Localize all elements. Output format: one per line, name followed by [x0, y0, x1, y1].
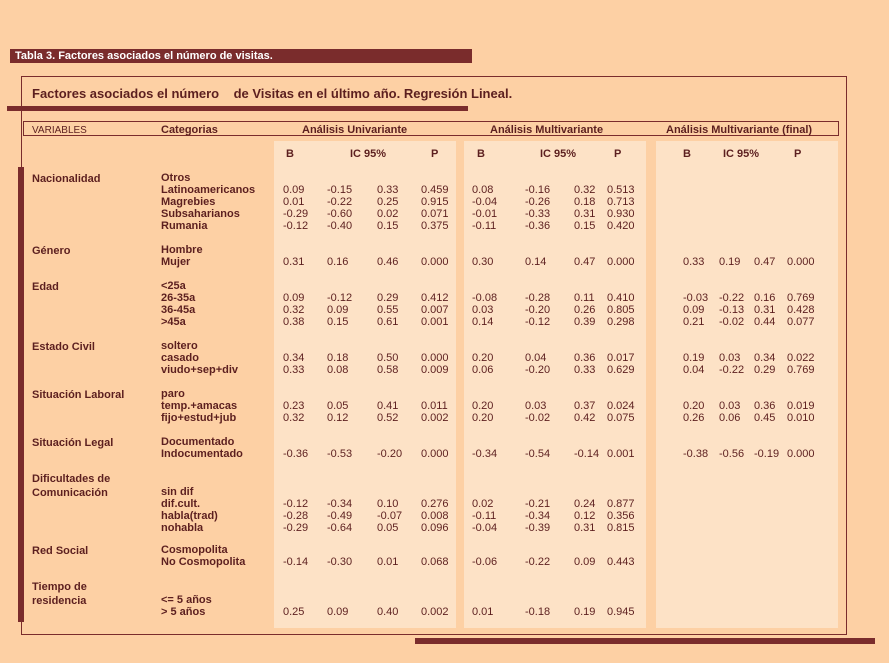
table-cell: 0.08	[472, 184, 494, 196]
table-cell: -0.29	[283, 208, 309, 220]
table-cell: -0.64	[327, 522, 353, 534]
category-label: viudo+sep+div	[161, 364, 239, 376]
table-cell: 0.629	[607, 364, 635, 376]
table-cell: 0.25	[283, 606, 305, 618]
table-cell: 0.10	[377, 498, 399, 510]
table-cell: 0.412	[421, 292, 449, 304]
table-cell: 0.09	[683, 304, 705, 316]
table-cell: -0.28	[525, 292, 551, 304]
table-cell: -0.11	[472, 510, 497, 522]
bottom-rule	[415, 638, 875, 644]
table-cell: -0.38	[683, 448, 709, 460]
table-cell: 0.47	[754, 256, 776, 268]
table-cell: -0.14	[283, 556, 309, 568]
table-cell: 0.945	[607, 606, 635, 618]
table-cell: 0.420	[607, 220, 635, 232]
sub-p: P	[794, 148, 802, 160]
sub-p: P	[431, 148, 439, 160]
table-cell: -0.33	[525, 208, 551, 220]
table-cell: 0.024	[607, 400, 635, 412]
table-cell: 0.05	[377, 522, 399, 534]
category-label: soltero	[161, 340, 198, 352]
table-cell: 0.24	[574, 498, 596, 510]
table-cell: 0.022	[787, 352, 815, 364]
table-cell: 0.18	[327, 352, 349, 364]
table-cell: 0.04	[683, 364, 705, 376]
table-cell: 0.298	[607, 316, 635, 328]
table-cell: 0.02	[377, 208, 399, 220]
table-cell: 0.01	[283, 196, 305, 208]
table-cell: 0.068	[421, 556, 449, 568]
table-cell: 0.19	[719, 256, 741, 268]
table-cell: -0.22	[525, 556, 551, 568]
category-label: Subsaharianos	[161, 208, 240, 220]
table-cell: 0.29	[754, 364, 776, 376]
table-cell: 0.805	[607, 304, 635, 316]
table-cell: -0.22	[719, 364, 745, 376]
table-cell: 0.36	[574, 352, 596, 364]
table-cell: -0.04	[472, 196, 498, 208]
category-label: Cosmopolita	[161, 544, 228, 556]
table-cell: 0.34	[283, 352, 305, 364]
table-cell: 0.002	[421, 412, 449, 424]
table-cell: 0.36	[754, 400, 776, 412]
category-label: 26-35a	[161, 292, 196, 304]
table-cell: 0.011	[421, 400, 448, 412]
table-cell: -0.39	[525, 522, 551, 534]
sub-p: P	[614, 148, 622, 160]
category-label: casado	[161, 352, 199, 364]
table-cell: 0.01	[377, 556, 399, 568]
table-cell: 0.14	[525, 256, 547, 268]
table-cell: -0.04	[472, 522, 498, 534]
table-cell: 0.007	[421, 304, 449, 316]
sub-ic: IC 95%	[723, 148, 760, 160]
table-cell: 0.915	[421, 196, 449, 208]
category-label: Rumania	[161, 220, 208, 232]
table-cell: 0.26	[574, 304, 596, 316]
variable-label: residencia	[32, 595, 87, 607]
table-cell: 0.25	[377, 196, 399, 208]
table-cell: 0.071	[421, 208, 449, 220]
header-multivariante: Análisis Multivariante	[490, 124, 604, 136]
table-cell: -0.22	[327, 196, 353, 208]
table-cell: 0.32	[283, 304, 305, 316]
table-cell: -0.20	[377, 448, 403, 460]
table-cell: 0.38	[283, 316, 305, 328]
table-cell: 0.05	[327, 400, 349, 412]
category-label: nohabla	[161, 522, 204, 534]
table-cell: 0.15	[327, 316, 349, 328]
table-cell: 0.20	[472, 352, 494, 364]
category-label: dif.cult.	[161, 498, 201, 510]
table-cell: 0.075	[607, 412, 635, 424]
table-cell: -0.21	[525, 498, 551, 510]
table-cell: 0.443	[607, 556, 635, 568]
table-cell: 0.15	[377, 220, 399, 232]
category-label: No Cosmopolita	[161, 556, 246, 568]
table-cell: 0.769	[787, 292, 815, 304]
table-cell: -0.06	[472, 556, 498, 568]
table-cell: 0.19	[683, 352, 705, 364]
variable-label: Tiempo de	[32, 581, 87, 593]
table-cell: 0.20	[472, 400, 494, 412]
variable-label: Situación Laboral	[32, 389, 125, 401]
table-cell: 0.11	[574, 292, 595, 304]
category-label: Hombre	[161, 244, 203, 256]
sub-ic: IC 95%	[540, 148, 577, 160]
table-cell: -0.20	[525, 364, 551, 376]
table-cell: 0.08	[327, 364, 349, 376]
table-cell: 0.31	[574, 208, 596, 220]
table-cell: -0.02	[525, 412, 551, 424]
table-cell: 0.06	[719, 412, 741, 424]
table-cell: 0.010	[787, 412, 815, 424]
table-cell: 0.09	[283, 184, 305, 196]
table-cell: 0.31	[574, 522, 596, 534]
table-cell: 0.33	[377, 184, 399, 196]
table-cell: 0.18	[574, 196, 596, 208]
table-cell: 0.356	[607, 510, 635, 522]
table-cell: 0.428	[787, 304, 815, 316]
table-cell: 0.03	[719, 352, 741, 364]
table-cell: 0.930	[607, 208, 635, 220]
table-cell: -0.16	[525, 184, 551, 196]
table-cell: -0.12	[525, 316, 551, 328]
table-cell: -0.26	[525, 196, 551, 208]
table-cell: 0.58	[377, 364, 399, 376]
header-variables: VARIABLES	[32, 125, 87, 136]
table-cell: 0.45	[754, 412, 776, 424]
table-cell: 0.46	[377, 256, 399, 268]
variable-label: Edad	[32, 281, 59, 293]
table-cell: -0.30	[327, 556, 353, 568]
category-label: <= 5 años	[161, 594, 212, 606]
table-cell: 0.017	[607, 352, 635, 364]
table-cell: 0.37	[574, 400, 596, 412]
sub-b: B	[286, 148, 294, 160]
variable-label: Situación Legal	[32, 437, 114, 449]
table-cell: -0.49	[327, 510, 353, 522]
table-cell: -0.19	[754, 448, 780, 460]
table-cell: -0.08	[472, 292, 498, 304]
variable-label: Género	[32, 245, 71, 257]
table-cell: 0.32	[283, 412, 305, 424]
category-label: >45a	[161, 316, 186, 328]
category-label: <25a	[161, 280, 186, 292]
table-cell: 0.815	[607, 522, 635, 534]
table-cell: 0.31	[754, 304, 776, 316]
table-cell: -0.11	[472, 220, 497, 232]
table-cell: 0.14	[472, 316, 494, 328]
table-cell: 0.39	[574, 316, 596, 328]
table-cell: 0.32	[574, 184, 596, 196]
table-cell: -0.20	[525, 304, 551, 316]
table-cell: 0.001	[607, 448, 635, 460]
variable-label: Dificultades de	[32, 473, 111, 485]
table-cell: 0.000	[421, 256, 449, 268]
variable-label: Red Social	[32, 545, 89, 557]
category-label: Otros	[161, 172, 191, 184]
table-cell: 0.16	[754, 292, 776, 304]
table-cell: -0.56	[719, 448, 745, 460]
table-cell: 0.03	[472, 304, 494, 316]
table-cell: 0.29	[377, 292, 399, 304]
table-cell: 0.000	[787, 448, 815, 460]
variable-label: Estado Civil	[32, 341, 95, 353]
category-label: fijo+estud+jub	[161, 412, 237, 424]
table-cell: 0.26	[683, 412, 705, 424]
table-cell: -0.34	[327, 498, 353, 510]
table-cell: -0.12	[283, 220, 309, 232]
header-multivariante-final: Análisis Multivariante (final)	[666, 124, 813, 136]
table-cell: 0.002	[421, 606, 449, 618]
table-cell: 0.61	[377, 316, 399, 328]
subtitle-rule	[7, 106, 468, 111]
variable-label: Comunicación	[32, 487, 108, 499]
table-cell: 0.52	[377, 412, 399, 424]
table-cell: 0.03	[525, 400, 547, 412]
category-label: Magrebies	[161, 196, 216, 208]
table-cell: -0.60	[327, 208, 353, 220]
table-cell: 0.769	[787, 364, 815, 376]
table-cell: -0.01	[472, 208, 498, 220]
table-cell: 0.000	[421, 352, 449, 364]
table-subtitle: Factores asociados el número de Visitas en el último año. Regresión Lineal.	[32, 86, 513, 101]
table-cell: 0.001	[421, 316, 449, 328]
table-cell: 0.09	[574, 556, 596, 568]
table-label: Tabla 3. Factores asociados el número de visitas.	[10, 49, 472, 63]
table-cell: 0.42	[574, 412, 596, 424]
table-cell: 0.16	[327, 256, 349, 268]
table-cell: -0.36	[283, 448, 309, 460]
table-cell: 0.31	[283, 256, 305, 268]
table-cell: 0.06	[472, 364, 494, 376]
table-cell: 0.09	[327, 304, 349, 316]
table-cell: -0.36	[525, 220, 551, 232]
table-cell: 0.000	[607, 256, 635, 268]
table-cell: 0.19	[574, 606, 596, 618]
table-cell: -0.12	[327, 292, 353, 304]
table-cell: -0.29	[283, 522, 309, 534]
table-cell: 0.02	[472, 498, 494, 510]
category-label: Indocumentado	[161, 448, 243, 460]
table-cell: 0.33	[574, 364, 596, 376]
table-cell: 0.459	[421, 184, 449, 196]
table-cell: -0.28	[283, 510, 309, 522]
table-cell: 0.01	[472, 606, 494, 618]
table-cell: 0.09	[283, 292, 305, 304]
table-cell: 0.30	[472, 256, 494, 268]
table-cell: 0.04	[525, 352, 547, 364]
table-cell: -0.14	[574, 448, 600, 460]
table-cell: 0.12	[574, 510, 596, 522]
table-cell: 0.019	[787, 400, 815, 412]
table-cell: 0.44	[754, 316, 776, 328]
panel-multivariante-final	[656, 141, 838, 628]
table-cell: 0.000	[787, 256, 815, 268]
sub-ic: IC 95%	[350, 148, 387, 160]
table-cell: -0.53	[327, 448, 353, 460]
table-cell: 0.15	[574, 220, 596, 232]
table-cell: 0.276	[421, 498, 449, 510]
table-cell: -0.22	[719, 292, 745, 304]
table-cell: 0.21	[683, 316, 705, 328]
table-cell: 0.23	[283, 400, 305, 412]
table-cell: -0.54	[525, 448, 551, 460]
table-cell: 0.000	[421, 448, 449, 460]
table-cell: -0.18	[525, 606, 551, 618]
table-cell: 0.096	[421, 522, 449, 534]
table-cell: 0.008	[421, 510, 449, 522]
category-label: Mujer	[161, 256, 191, 268]
table-cell: 0.20	[683, 400, 705, 412]
category-label: 36-45a	[161, 304, 196, 316]
table-cell: 0.12	[327, 412, 349, 424]
table-cell: 0.55	[377, 304, 399, 316]
category-label: habla(trad)	[161, 510, 218, 522]
table-cell: 0.077	[787, 316, 815, 328]
sub-b: B	[477, 148, 485, 160]
header-categorias: Categorias	[161, 124, 218, 136]
table-cell: 0.375	[421, 220, 449, 232]
table-cell: 0.410	[607, 292, 635, 304]
category-label: Latinoamericanos	[161, 184, 256, 196]
table-cell: -0.03	[683, 292, 709, 304]
table-cell: 0.41	[377, 400, 399, 412]
table-cell: 0.47	[574, 256, 596, 268]
table-cell: -0.07	[377, 510, 403, 522]
table-cell: -0.13	[719, 304, 745, 316]
table-cell: -0.02	[719, 316, 745, 328]
table-cell: 0.33	[683, 256, 705, 268]
table-cell: 0.09	[327, 606, 349, 618]
table-cell: -0.40	[327, 220, 353, 232]
category-label: sin dif	[161, 486, 194, 498]
table-cell: 0.713	[607, 196, 635, 208]
table-cell: -0.34	[525, 510, 551, 522]
table-cell: -0.12	[283, 498, 309, 510]
category-label: temp.+amacas	[161, 400, 238, 412]
category-label: > 5 años	[161, 606, 206, 618]
category-label: Documentado	[161, 436, 235, 448]
sub-b: B	[683, 148, 691, 160]
table-cell: 0.513	[607, 184, 635, 196]
table-cell: -0.34	[472, 448, 498, 460]
left-rule	[18, 167, 24, 622]
table-cell: -0.15	[327, 184, 353, 196]
table-cell: 0.34	[754, 352, 776, 364]
table-cell: 0.009	[421, 364, 449, 376]
table-cell: 0.40	[377, 606, 399, 618]
table-cell: 0.50	[377, 352, 399, 364]
header-univariante: Análisis Univariante	[302, 124, 408, 136]
category-label: paro	[161, 388, 185, 400]
table-cell: 0.20	[472, 412, 494, 424]
table-cell: 0.03	[719, 400, 741, 412]
table-cell: 0.33	[283, 364, 305, 376]
variable-label: Nacionalidad	[32, 173, 101, 185]
table-cell: 0.877	[607, 498, 635, 510]
